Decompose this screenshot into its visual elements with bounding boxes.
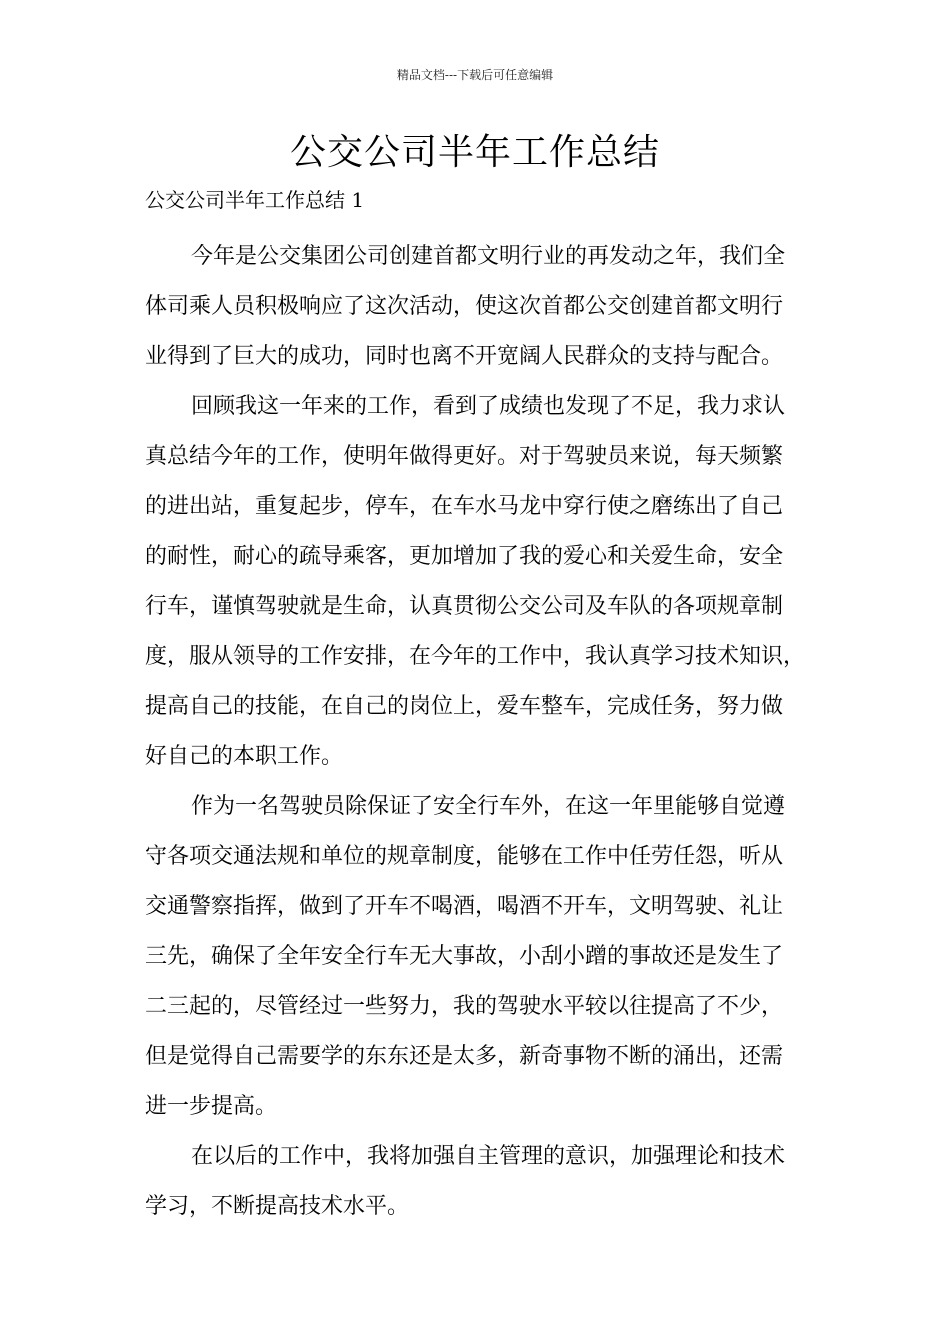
paragraph-line: 回顾我这一年来的工作，看到了成绩也发现了不足，我力求认: [191, 394, 786, 419]
paragraph-line: 好自己的本职工作。: [145, 744, 344, 769]
header-note: 精品文档---下载后可任意编辑: [396, 68, 554, 82]
document-subtitle: 公交公司半年工作总结 1: [145, 188, 365, 212]
document-title: 公交公司半年工作总结: [289, 132, 660, 173]
paragraph-line: 今年是公交集团公司创建首都文明行业的再发动之年，我们全: [191, 244, 786, 269]
paragraph-line: 提高自己的技能，在自己的岗位上，爱车整车，完成任务，努力做: [145, 694, 784, 719]
paragraph-line: 的进出站，重复起步，停车，在车水马龙中穿行使之磨练出了自己: [145, 494, 784, 519]
paragraph-line: 进一步提高。: [145, 1094, 278, 1119]
paragraph-line: 作为一名驾驶员除保证了安全行车外，在这一年里能够自觉遵: [191, 794, 786, 819]
paragraph-1: [145, 232, 825, 382]
paragraph-line: 度，服从领导的工作安排，在今年的工作中，我认真学习技术知识，: [145, 644, 806, 669]
paragraph-line: 行车，谨慎驾驶就是生命，认真贯彻公交公司及车队的各项规章制: [145, 594, 784, 619]
paragraph-line: 交通警察指挥，做到了开车不喝酒，喝酒不开车，文明驾驶、礼让: [145, 894, 784, 919]
paragraph-line: 二三起的，尽管经过一些努力，我的驾驶水平较以往提高了不少，: [145, 994, 784, 1019]
paragraph-line: 真总结今年的工作，使明年做得更好。对于驾驶员来说，每天频繁: [145, 444, 784, 469]
document-body: [145, 232, 825, 1232]
paragraph-line: 守各项交通法规和单位的规章制度，能够在工作中任劳任怨，听从: [145, 844, 784, 869]
paragraph-line: 的耐性，耐心的疏导乘客，更加增加了我的爱心和关爱生命，安全: [145, 544, 784, 569]
paragraph-line: 在以后的工作中，我将加强自主管理的意识，加强理论和技术: [191, 1144, 786, 1169]
paragraph-line: 但是觉得自己需要学的东东还是太多，新奇事物不断的涌出，还需: [145, 1044, 784, 1069]
paragraph-line: 体司乘人员积极响应了这次活动，使这次首都公交创建首都文明行: [145, 294, 784, 319]
paragraph-line: 业得到了巨大的成功，同时也离不开宽阔人民群众的支持与配合。: [145, 344, 784, 369]
paragraph-line: 三先，确保了全年安全行车无大事故，小刮小蹭的事故还是发生了: [145, 944, 784, 969]
paragraph-line: 学习，不断提高技术水平。: [145, 1194, 410, 1219]
paragraph-4: [145, 1132, 825, 1232]
paragraph-3: [145, 782, 825, 1132]
paragraph-2: [145, 382, 825, 782]
